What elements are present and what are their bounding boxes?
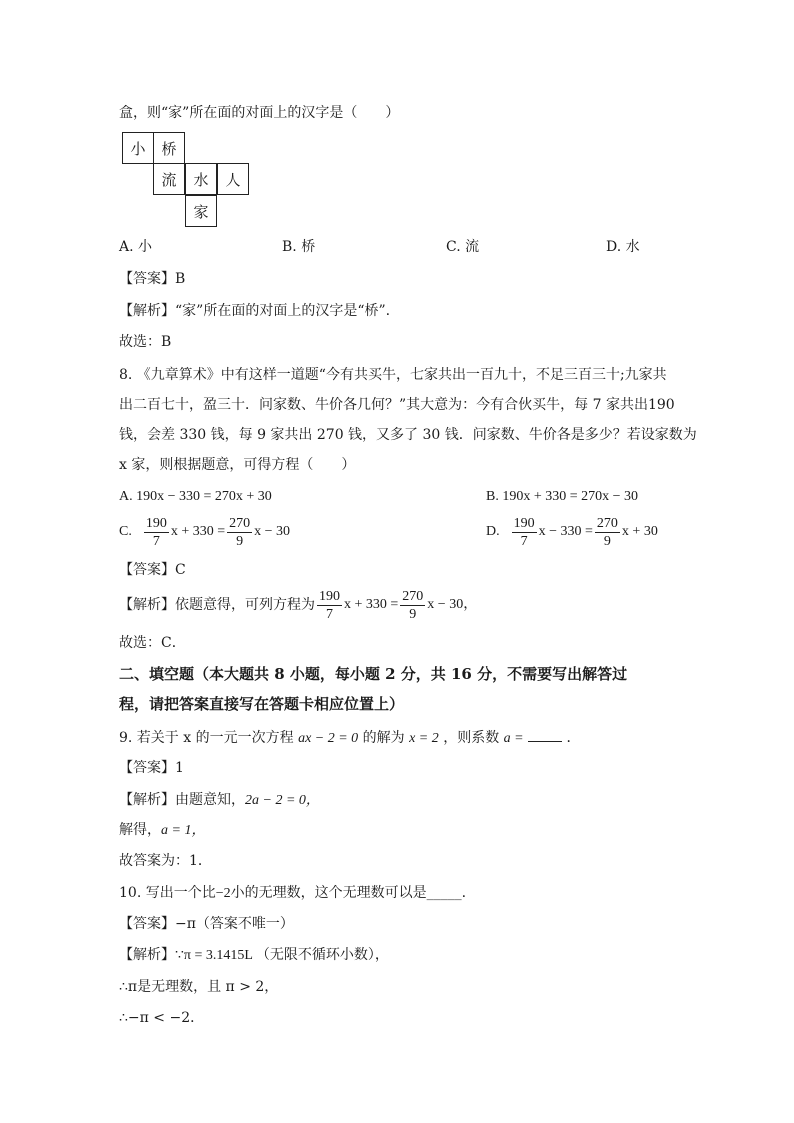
q10-number: −2 — [215, 886, 231, 901]
numerator: 270 — [229, 515, 251, 531]
q8-option-d — [486, 512, 658, 552]
analysis-label: 【解析】 — [119, 303, 175, 319]
q7-conclusion: 故选：B — [119, 334, 172, 350]
option-d-end: x + 30 — [621, 524, 658, 539]
section-heading-line-2: 程，请把答案直接写在答题卡相应位置上） — [119, 695, 405, 713]
q10-answer: 【答案】−π（答案不唯一） — [119, 916, 294, 932]
q10-analysis-line-2: ∴π是无理数，且 π > 2， — [119, 979, 279, 995]
q9-coefficient: a = — [503, 731, 524, 746]
denominator: 9 — [409, 606, 417, 622]
q7-stem: 盒，则“家”所在面的对面上的汉字是（ ） — [119, 105, 400, 121]
denominator: 9 — [603, 533, 611, 549]
analysis-text: 依题意得，可列方程为 — [175, 597, 315, 613]
section-heading-line-1: 二、填空题（本大题共 8 小题，每小题 2 分，共 16 分，不需要写出解答过 — [119, 665, 628, 683]
q8-stem-line-1: 8. 《九章算术》中有这样一道题“今有共买牛，七家共出一百九十，不足三百三十;九家共 — [119, 367, 667, 383]
analysis-equation: 2a − 2 = 0， — [245, 793, 320, 808]
net-cell-5: 人 — [217, 163, 249, 195]
q8-stem-line-2: 出二百七十，盈三十．问家数、牛价各几何？”其大意为：今有合伙买牛，每 7 家共出190 — [119, 397, 675, 413]
q7-analysis — [119, 301, 390, 321]
q8-option-a: A. 190x − 330 = 270x + 30 — [119, 489, 272, 504]
q9-conclusion: 故答案为：1． — [119, 853, 212, 869]
analysis-label: 【解析】 — [119, 597, 175, 613]
denominator: 7 — [326, 606, 333, 622]
q7-answer: 【答案】B — [119, 271, 186, 287]
answer-blank: _____ — [426, 885, 462, 901]
net-cell-3: 流 — [153, 163, 185, 195]
fraction-270-9 — [595, 515, 620, 550]
q10-stem-end: . — [461, 885, 467, 901]
denominator: 7 — [520, 533, 528, 549]
q8-analysis — [119, 585, 477, 625]
option-d-mid: x − 330 = — [538, 524, 593, 539]
q10-stem-a: 10. 写出一个比 — [119, 885, 216, 901]
q10-analysis-line-3: ∴−π < −2． — [119, 1010, 205, 1026]
net-cell-6: 家 — [185, 195, 217, 227]
answer-blank — [528, 727, 562, 742]
solve-label: 解得， — [119, 822, 161, 838]
q9-analysis — [119, 790, 320, 811]
q8-stem-line-4: x 家，则根据题意，可得方程（ ） — [119, 457, 356, 473]
q9-solve — [119, 820, 205, 841]
numerator: 270 — [596, 515, 618, 531]
q8-stem-line-3: 钱，会差 330 钱，每 9 家共出 270 钱，又多了 30 钱．问家数、牛价各是多少？若设家数为 — [119, 427, 697, 443]
option-d-label: D. — [486, 524, 500, 539]
analysis-text: 由题意知， — [175, 792, 245, 808]
denominator: 9 — [236, 533, 244, 549]
net-cell-1: 小 — [122, 132, 154, 164]
q8-option-b: B. 190x + 330 = 270x − 30 — [486, 489, 639, 504]
solve-equation: a = 1， — [161, 823, 206, 838]
analysis-mid: x + 330 = — [344, 597, 399, 612]
q7-option-d: D. 水 — [606, 239, 640, 255]
net-cell-4: 水 — [185, 163, 217, 195]
q8-answer: 【答案】C — [119, 562, 186, 578]
option-c-mid: x + 330 = — [170, 524, 226, 539]
analysis-end: x − 30， — [427, 597, 478, 612]
q8-conclusion: 故选：C． — [119, 635, 186, 651]
q10-analysis — [119, 945, 389, 966]
q9-stem — [119, 727, 581, 749]
numerator: 270 — [402, 588, 424, 604]
analysis-label: 【解析】 — [119, 792, 175, 808]
q7-option-b: B. 桥 — [282, 239, 316, 255]
q10-stem — [119, 883, 466, 904]
q7-option-a: A. 小 — [119, 239, 153, 255]
fraction-190-7 — [144, 515, 169, 550]
q10-stem-b: 小的无理数，这个无理数可以是 — [230, 885, 427, 901]
option-c-end: x − 30 — [254, 524, 291, 539]
q9-stem-a: 9. 若关于 x 的一元一次方程 — [119, 730, 294, 746]
analysis-label: 【解析】 — [119, 947, 175, 963]
numerator: 190 — [319, 588, 340, 604]
analysis-text: “家”所在面的对面上的汉字是“桥”. — [175, 303, 391, 319]
fraction-270-9 — [400, 588, 425, 623]
q9-stem-b: 的解为 — [362, 730, 405, 746]
q9-solution: x = 2 — [409, 731, 439, 746]
denominator: 7 — [152, 533, 160, 549]
q9-answer: 【答案】1 — [119, 760, 184, 776]
analysis-text: ∵π = 3.1415L （无限不循环小数）， — [175, 948, 389, 963]
q9-stem-c: ，则系数 — [443, 730, 500, 746]
option-c-label: C. — [119, 524, 132, 539]
net-cell-2: 桥 — [153, 132, 185, 164]
q9-equation: ax − 2 = 0 — [298, 731, 359, 746]
fraction-270-9 — [227, 515, 252, 550]
fraction-190-7 — [512, 515, 537, 550]
numerator: 190 — [145, 515, 167, 531]
fraction-190-7 — [317, 588, 342, 623]
q7-option-c: C. 流 — [446, 239, 480, 255]
numerator: 190 — [513, 515, 535, 531]
q8-option-c — [119, 512, 290, 552]
q9-stem-end: ． — [566, 730, 581, 746]
